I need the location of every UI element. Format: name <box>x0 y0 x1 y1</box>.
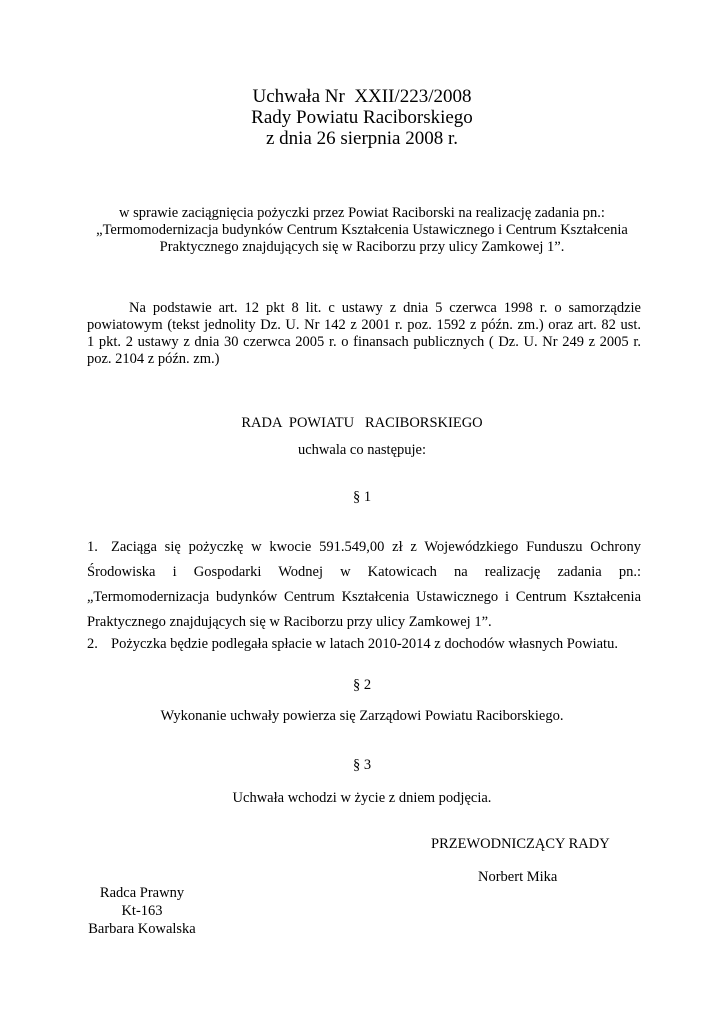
legal-counsel-name: Barbara Kowalska <box>88 921 196 937</box>
subject-line-3: Praktycznego znajdujących się w Raciborzu przy ulicy Zamkowej 1”. <box>159 239 565 255</box>
section-2-text: Wykonanie uchwały powierza się Zarządowi Powiatu Raciborskiego. <box>160 708 564 724</box>
council-resolves: uchwala co następuje: <box>297 442 427 458</box>
section-1-heading: § 1 <box>352 489 372 505</box>
legal-counsel-number: Kt-163 <box>121 903 163 919</box>
item-2-text: Pożyczka będzie podlegała spłacie w latach 2010-2014 z dochodów własnych Powiatu. <box>111 636 618 652</box>
council-name: RADA POWIATU RACIBORSKIEGO <box>241 415 483 431</box>
item-1-line-3: „Termomodernizacja budynków Centrum Kształcenia Ustawicznego i Centrum Kształcenia <box>87 589 641 605</box>
legal-counsel-title: Radca Prawny <box>99 885 185 901</box>
subject-line-1: w sprawie zaciągnięcia pożyczki przez Powiat Raciborski na realizację zadania pn.: <box>119 205 605 221</box>
title-line-council: Rady Powiatu Raciborskiego <box>251 107 473 128</box>
item-2-number: 2. <box>87 636 98 652</box>
item-1-line-2: Środowiska i Gospodarki Wodnej w Katowicach na realizację zadania pn.: <box>87 564 641 580</box>
legal-basis-line-3: 1 pkt. 2 ustawy z dnia 30 czerwca 2005 r. o finansach publicznych ( Dz. U. Nr 249 z 2005 r. <box>87 334 641 350</box>
resolution-title <box>0 86 724 149</box>
title-line-date: z dnia 26 sierpnia 2008 r. <box>265 128 459 149</box>
chairman-role: PRZEWODNICZĄCY RADY <box>431 836 610 852</box>
section-3-text: Uchwała wchodzi w życie z dniem podjęcia. <box>232 790 492 806</box>
legal-basis-line-1: Na podstawie art. 12 pkt 8 lit. c ustawy z dnia 5 czerwca 1998 r. o samorządzie <box>129 300 641 316</box>
section-3-heading: § 3 <box>352 757 372 773</box>
subject-line-2: „Termomodernizacja budynków Centrum Kształcenia Ustawicznego i Centrum Kształcenia <box>96 222 628 238</box>
item-1-line-4: Praktycznego znajdujących się w Raciborzu przy ulicy Zamkowej 1”. <box>87 614 492 630</box>
chairman-name: Norbert Mika <box>478 869 558 885</box>
item-1-line-1-text: Zaciąga się pożyczkę w kwocie 591.549,00 zł z Wojewódzkiego Funduszu Ochrony <box>111 539 641 555</box>
title-line-number: Uchwała Nr XXII/223/2008 <box>252 86 472 107</box>
section-1-item-2 <box>87 636 647 653</box>
item-1-number: 1. <box>87 539 98 555</box>
legal-basis-line-4: poz. 2104 z późn. zm.) <box>87 351 220 367</box>
item-1-line-1 <box>87 537 641 562</box>
legal-counsel-block <box>80 884 204 938</box>
section-2-heading: § 2 <box>352 677 372 693</box>
legal-basis-paragraph <box>87 300 641 368</box>
resolution-subject <box>0 205 724 256</box>
section-1-item-1 <box>87 537 641 637</box>
legal-basis-line-2: powiatowym (tekst jednolity Dz. U. Nr 142 z 2001 r. poz. 1592 z późn. zm.) oraz art. 82 ust. <box>87 317 641 333</box>
